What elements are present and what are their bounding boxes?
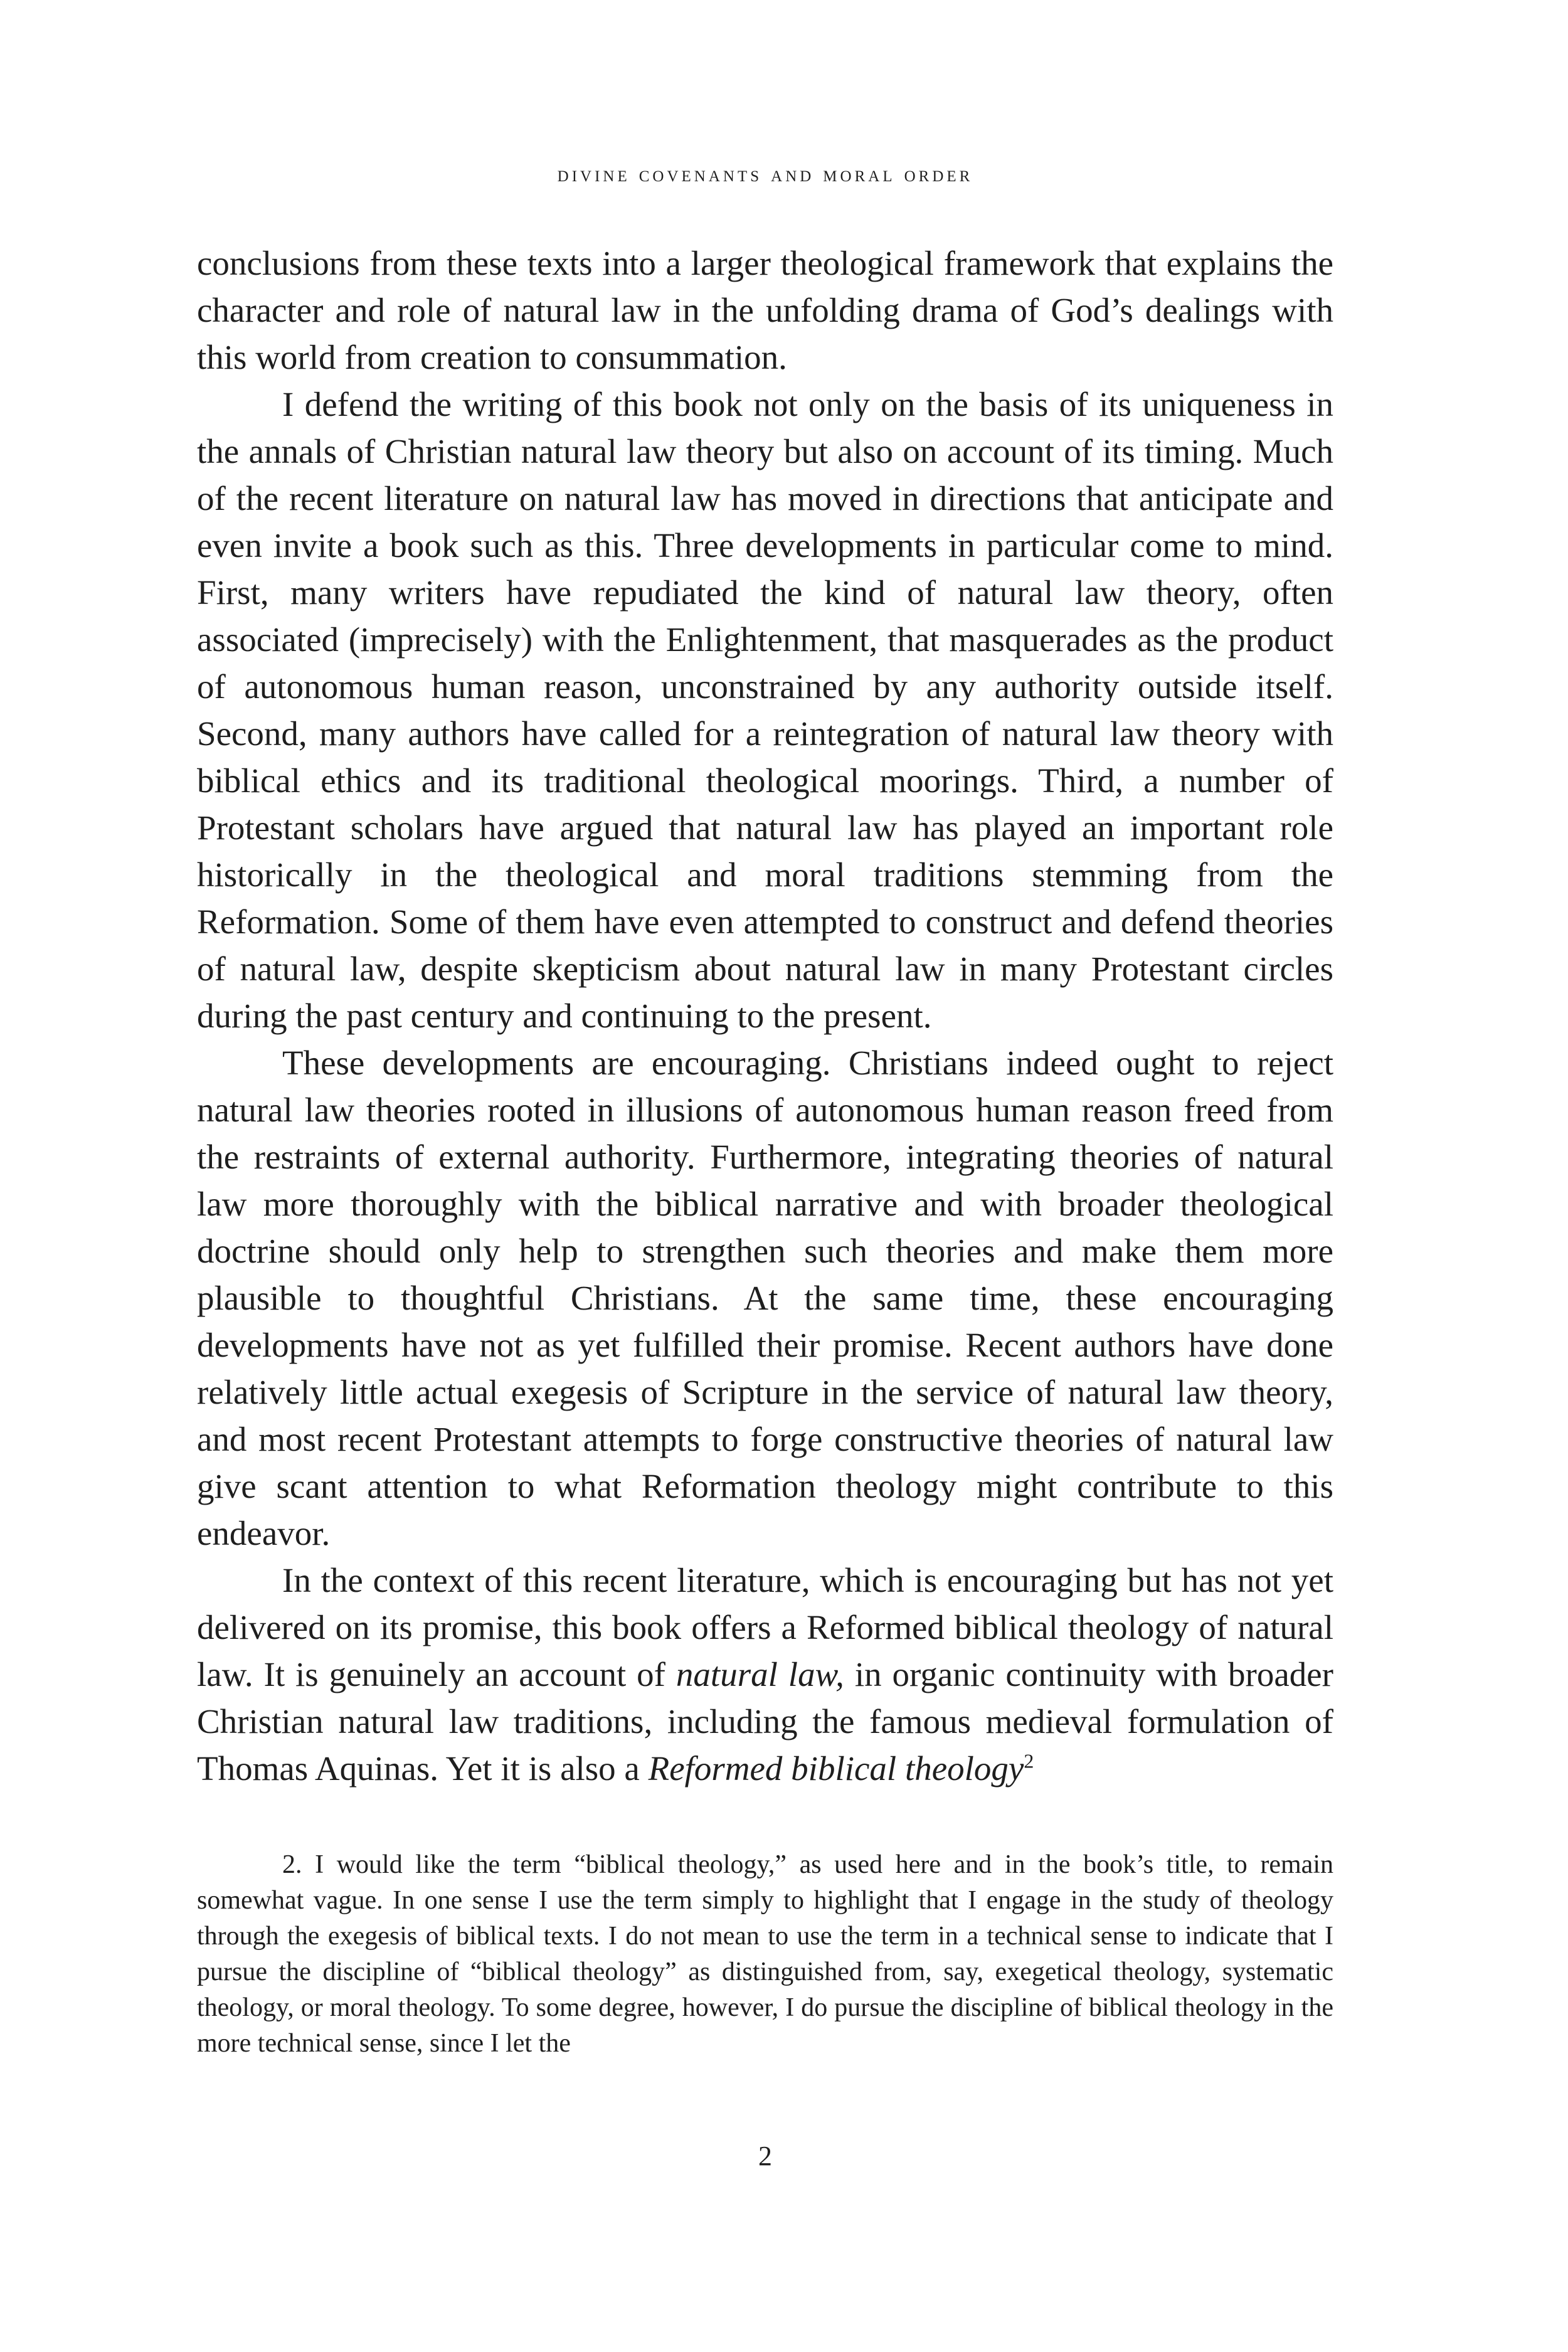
running-head: divine covenants and moral order (557, 161, 973, 186)
paragraph-2: I defend the writing of this book not only on the basis of its uniqueness in the annals of Christian natural law theory but also on account of its timing. Much of the recent literature on natural law has moved in directions that anticipate and even invite a book such as this. Three developments in particular come to mind. First, many writers have repudiated the kind of natural law theory, often associated (imprecisely) with the Enlightenment, that masquerades as the product of autonomous human reason, unconstrained by any authority outside itself. Second, many authors have called for a reintegration of natural law theory with biblical ethics and its traditional theological moorings. Third, a number of Protestant scholars have argued that natural law has played an important role historically in the theological and moral traditions stemming from the Reformation. Some of them have even attempted to construct and defend theories of natural law, despite skepticism about natural law in many Protestant circles during the past century and continuing to the present. (197, 385, 1333, 1035)
page-number: 2 (758, 2141, 772, 2171)
paragraph-4-text-a: In the context of this recent literature, which is encouraging but has not yet delivered on its promise, this book offers a Reformed biblical theology of natural law. It is genuinely an account of (197, 1561, 1333, 1693)
paragraph-3: These developments are encouraging. Christians indeed ought to reject natural law theories rooted in illusions of autonomous human reason freed from the restraints of external authority. Furthermore, integrating theories of natural law more thoroughly with the biblical narrative and with broader theological doctrine should only help to strengthen such theories and make them more plausible to thoughtful Christians. At the same time, these encouraging developments have not as yet fulfilled their promise. Recent authors have done relatively little actual exegesis of Scripture in the service of natural law theory, and most recent Protestant attempts to forge constructive theories of natural law give scant attention to what Reformation theology might contribute to this endeavor. (197, 1044, 1333, 1552)
paragraph-4 (197, 1557, 1333, 1792)
emphasis-natural-law: natural law, (675, 1655, 844, 1693)
emphasis-reformed-biblical-theology: Reformed biblical theology (648, 1749, 1024, 1788)
paragraph-4-text-b: in organic continuity with broader Christian natural law traditions, including the famous medieval formulation of Thomas Aquinas. Yet it is also a (197, 1655, 1333, 1788)
footnotes (197, 1847, 1333, 2062)
footnote-2: 2. I would like the term “biblical theology,” as used here and in the book’s title, to remain somewhat vague. In one sense I use the term simply to highlight that I engage in the study of theology through the exegesis of biblical texts. I do not mean to use the term in a technical sense to indicate that I pursue the discipline of “biblical theology” as distinguished from, say, exegetical theology, systematic theology, or moral theology. To some degree, however, I do pursue the discipline of biblical theology in the more technical sense, since I let the (197, 1850, 1333, 2058)
paragraph-1: conclusions from these texts into a larger theological framework that explains the character and role of natural law in the unfolding drama of God’s dealings with this world from creation to consummation. (197, 244, 1333, 376)
book-page (197, 0, 1333, 2352)
footnote-reference: 2 (1024, 1749, 1034, 1772)
body-text (197, 240, 1333, 1792)
